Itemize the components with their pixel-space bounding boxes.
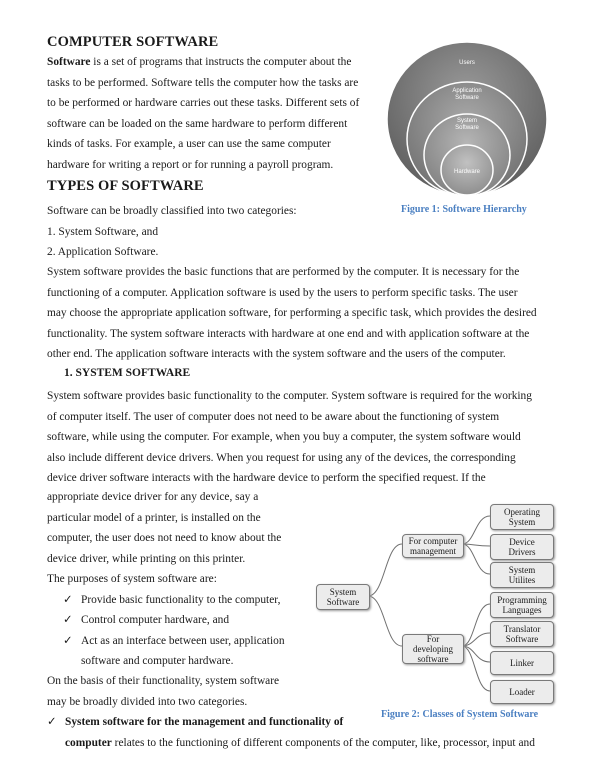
intro-line-2: tasks to be performed. Software tells the computer how the tasks are <box>47 76 359 89</box>
check-icon: ✓ <box>63 614 73 626</box>
para-line-2: functioning of a computer. Application software is used by the users to perform specific tasks. The user <box>47 286 518 299</box>
software-term: Software <box>47 56 91 68</box>
node-linker: Linker <box>490 651 554 675</box>
intro-line-6: hardware for writing a report or for running a payroll program. <box>47 158 334 171</box>
purposes-intro: The purposes of system software are: <box>47 573 217 585</box>
intro-line-4: software can be loaded on the same hardware to perform different <box>47 117 348 130</box>
narrow-line-1: appropriate device driver for any device, say a <box>47 491 259 503</box>
device-driver-paragraph <box>47 487 299 569</box>
node-device-drivers: Device Drivers <box>490 534 554 560</box>
connector-utilities <box>462 544 490 574</box>
label-application-software: Application Software <box>452 88 482 101</box>
node-computer-management: For computer management <box>402 534 464 558</box>
bullet-line-1: ✓ System software for the management and functionality of <box>47 712 557 733</box>
connector-loader <box>462 646 490 691</box>
basis-line-1: On the basis of their functionality, system software <box>47 675 280 687</box>
para-line-4: functionality. The system software interacts with hardware at one end and with application software at the <box>47 327 530 340</box>
intro-line-1: Software is a set of programs that instructs the computer about the <box>47 56 352 68</box>
figure-1-software-hierarchy <box>385 40 550 198</box>
types-item-application: 2. Application Software. <box>47 246 159 258</box>
figure-2-caption: Figure 2: Classes of System Software <box>381 709 539 720</box>
page-title: COMPUTER SOFTWARE <box>47 34 219 50</box>
basis-line-2: may be broadly divided into two categories. <box>47 695 248 708</box>
purpose-item: ✓ Provide basic functionality to the computer, <box>47 590 307 611</box>
types-item-system: 1. System Software, and <box>47 225 159 238</box>
figure-1-caption: Figure 1: Software Hierarchy <box>401 204 527 215</box>
node-developing-software: For developing software <box>402 634 464 664</box>
basis-paragraph <box>47 671 307 712</box>
sys-line-4: also include different device drivers. When you request for using any of the devices, the corresponding <box>47 451 516 464</box>
narrow-line-2: particular model of a printer, is installed on the <box>47 511 261 524</box>
narrow-line-4: device driver, while printing on this printer. <box>47 552 246 565</box>
figure-2-classes-of-system-software <box>310 496 572 708</box>
intro-line-5: kinds of tasks. For example, a user can use the same computer <box>47 138 331 150</box>
label-hardware: Hardware <box>453 169 481 175</box>
connector-os <box>462 516 490 544</box>
check-icon: ✓ <box>63 593 73 606</box>
node-programming-languages: Programming Languages <box>490 592 554 618</box>
purpose-item: ✓ Act as an interface between user, application <box>47 631 307 652</box>
purpose-item-continuation: software and computer hardware. <box>81 655 234 667</box>
intro-paragraph <box>47 52 378 175</box>
node-operating-system: Operating System <box>490 504 554 530</box>
sys-line-2: of computer itself. The user of computer does not need to be aware about the functioning of system <box>47 410 500 423</box>
connector-root-management <box>368 544 402 596</box>
para-line-3: may choose the appropriate application software, for performing a specific task, which provides the desired <box>47 307 537 319</box>
hierarchy-diagram <box>385 40 550 198</box>
purpose-item: ✓ Control computer hardware, and <box>47 610 307 631</box>
node-system-utilities: System Utilites <box>490 562 554 588</box>
para-line-5: other end. The application software interacts with the system software and the users of the computer. <box>47 348 506 360</box>
sys-line-3: software, while using the computer. For example, when you buy a computer, the system software would <box>47 431 521 443</box>
sys-line-5: device driver software interacts with the hardware device to perform the specified request. If the <box>47 472 486 484</box>
section-heading-types: TYPES OF SOFTWARE <box>47 178 204 194</box>
check-icon: ✓ <box>47 716 57 728</box>
system-vs-application-paragraph <box>47 262 552 365</box>
sys-line-1: System software provides basic functionality to the computer. System software is required for the working <box>47 390 532 402</box>
purposes-section <box>47 569 307 672</box>
label-users: Users <box>459 60 475 66</box>
system-software-paragraph <box>47 386 552 489</box>
para-line-1: System software provides the basic functions that are performed by the computer. It is necessary for the <box>47 266 520 278</box>
types-intro: Software can be broadly classified into two categories: <box>47 205 297 217</box>
node-loader: Loader <box>490 680 554 704</box>
connector-languages <box>462 604 490 646</box>
node-translator-software: Translator Software <box>490 621 554 647</box>
label-system-software: System Software <box>455 118 479 131</box>
bullet-line-2: computer relates to the functioning of different components of the computer, like, processor, input and <box>65 736 535 749</box>
node-system-software: System Software <box>316 584 370 610</box>
narrow-line-3: computer, the user does not need to know about the <box>47 532 282 544</box>
intro-line-3: to be performed or hardware carries out these tasks. Different sets of <box>47 97 360 109</box>
connector-root-developing <box>368 596 402 646</box>
section-heading-system-software: 1. SYSTEM SOFTWARE <box>64 367 191 379</box>
check-icon: ✓ <box>63 634 73 647</box>
types-list <box>47 201 387 263</box>
